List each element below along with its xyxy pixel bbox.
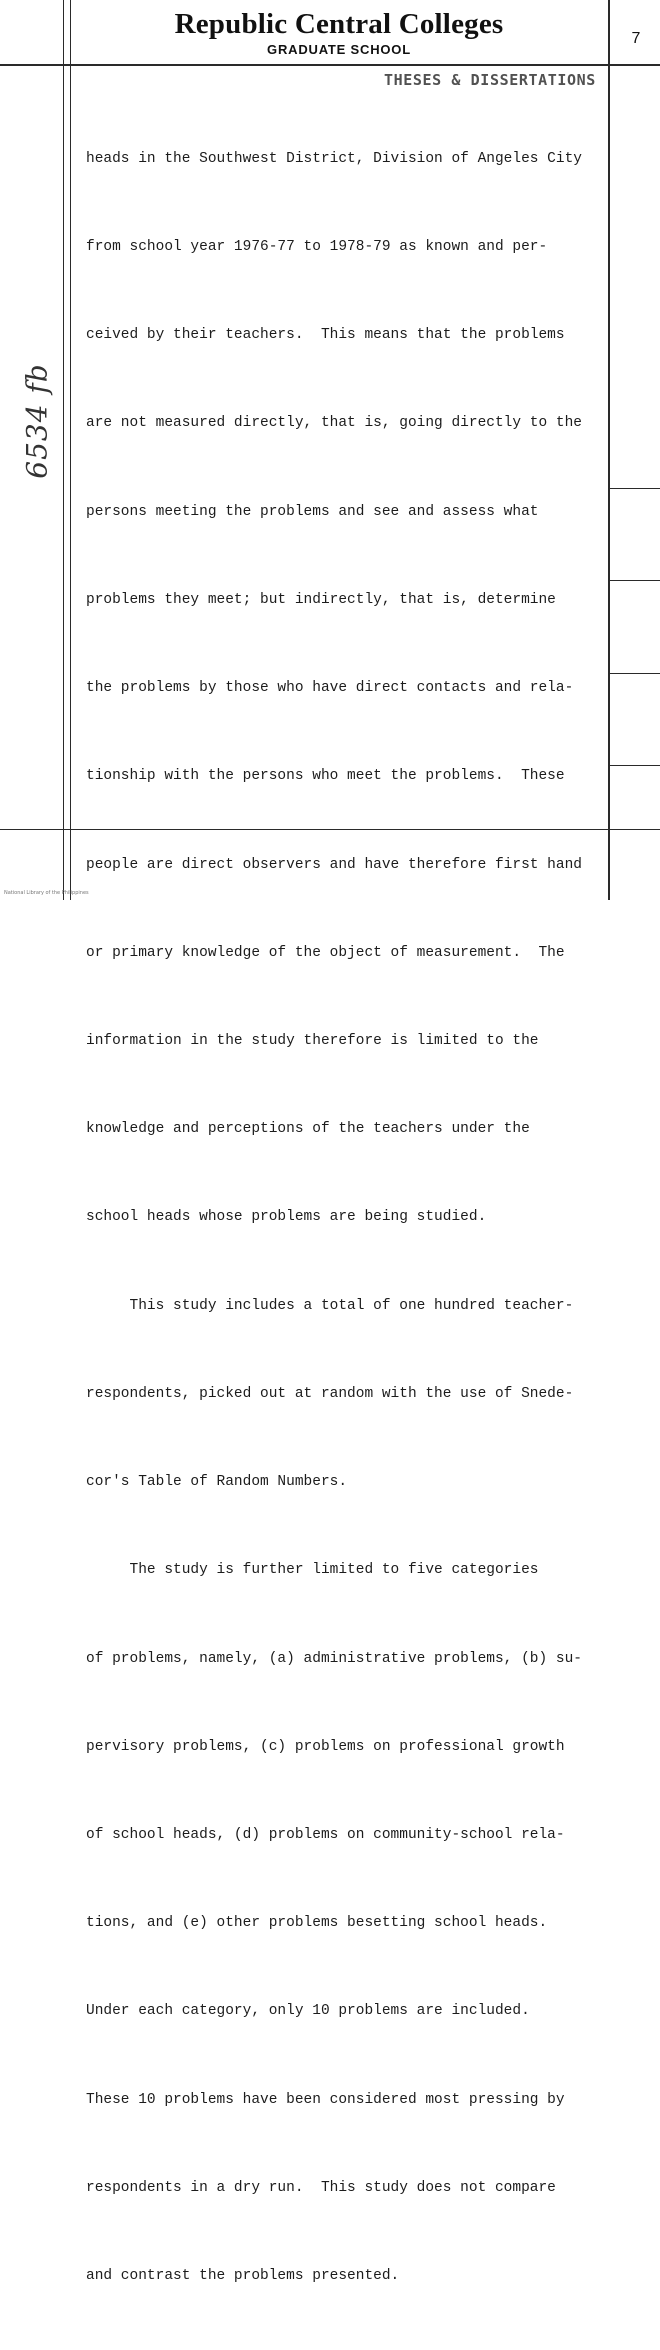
left-margin-rule-outer (63, 0, 64, 900)
text-line: The study is further limited to five categories (86, 1562, 539, 1579)
theses-stamp: THESES & DISSERTATIONS (384, 71, 596, 89)
right-tab-rule-2 (608, 580, 660, 581)
text-line: ceived by their teachers. This means that the problems (86, 327, 565, 344)
text-line: This study includes a total of one hundred teacher- (86, 1297, 574, 1314)
header-bottom-rule (0, 64, 660, 66)
text-line: information in the study therefore is limited to the (86, 1033, 539, 1049)
text-line: the problems by those who have direct contacts and rela- (86, 680, 574, 697)
text-line: are not measured directly, that is, going directly to the (86, 415, 582, 432)
school-subtitle: GRADUATE SCHOOL (267, 42, 411, 57)
text-line: people are direct observers and have therefore first hand (86, 856, 582, 873)
text-line: knowledge and perceptions of the teachers under the (86, 1121, 530, 1138)
page-number: 7 (631, 30, 641, 47)
college-name: Republic Central Colleges (174, 8, 504, 40)
text-line: heads in the Southwest District, Division of Angeles City (86, 150, 582, 167)
text-line: tionship with the persons who meet the problems. These (86, 768, 565, 785)
right-tab-rule-1 (608, 488, 660, 489)
text-line: respondents in a dry run. This study does not compare (86, 2179, 556, 2196)
text-line: pervisory problems, (c) problems on professional growth (86, 1738, 565, 1755)
right-tab-rule-3 (608, 673, 660, 674)
text-line: from school year 1976-77 to 1978-79 as known and per- (86, 239, 548, 256)
text-line: cor's Table of Random Numbers. (86, 1474, 348, 1491)
handwritten-margin-note: 6534 fb (20, 363, 54, 479)
text-line: persons meeting the problems and see and assess what (86, 503, 539, 520)
text-line: These 10 problems have been considered most pressing by (86, 2091, 565, 2108)
text-line: respondents, picked out at random with the use of Snede- (86, 1385, 574, 1402)
text-line: or primary knowledge of the object of measurement. The (86, 944, 565, 961)
scan-footer-text: National Library of the Philippines (4, 890, 89, 896)
text-line: Under each category, only 10 problems are included. (86, 2003, 530, 2020)
text-line: tions, and (e) other problems besetting school heads. (86, 1915, 548, 1932)
text-line: school heads whose problems are being studied. (86, 1209, 487, 1226)
text-line: of problems, namely, (a) administrative problems, (b) su- (86, 1650, 582, 1667)
left-margin-rule-inner (70, 0, 71, 900)
right-tab-rule-4 (608, 765, 660, 766)
text-line: problems they meet; but indirectly, that is, determine (86, 591, 556, 608)
body-text (86, 86, 606, 2350)
text-line: of school heads, (d) problems on community-school rela- (86, 1826, 565, 1843)
text-line: and contrast the problems presented. (86, 2268, 400, 2285)
